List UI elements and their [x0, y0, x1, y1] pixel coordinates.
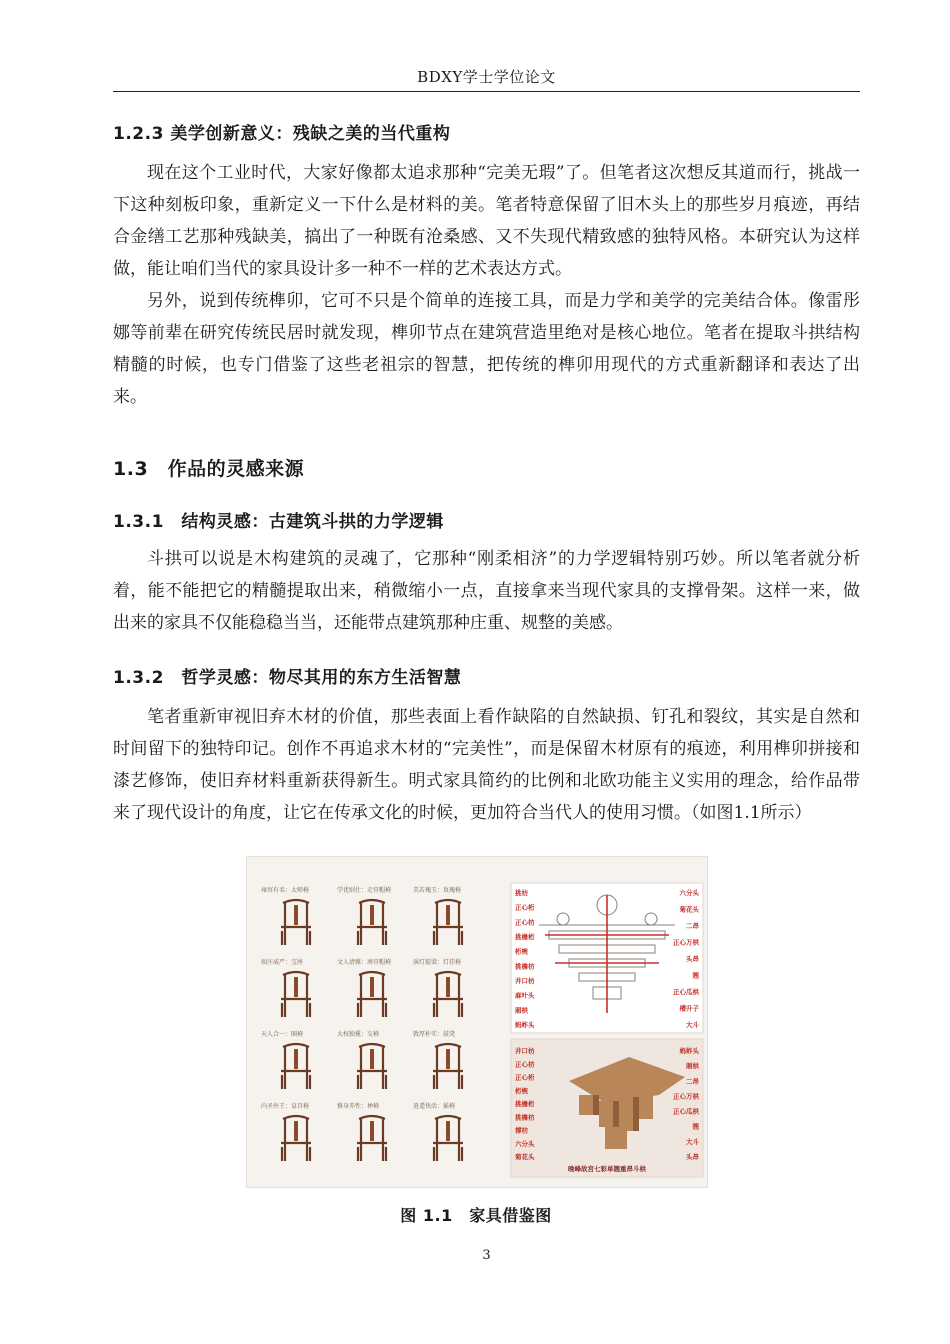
chair-caption: 内圣外王：皇宫椅 [261, 1103, 310, 1110]
dougong-diagrams [509, 881, 705, 1181]
chair-item [413, 1101, 483, 1169]
furniture-reference-figure [246, 856, 708, 1188]
chair-item [337, 1101, 407, 1169]
dougong-label: 头昂 [686, 1153, 699, 1161]
chair-caption: 天人合一：圈椅 [261, 1031, 304, 1038]
dougong-label: 大斗 [686, 1137, 699, 1146]
chair-icon [337, 1111, 407, 1169]
running-header: BDXY学士学位论文 [417, 68, 556, 86]
chair-item [413, 885, 483, 953]
dougong-label: 挑檐桁 [515, 933, 535, 941]
chair-icon [337, 967, 407, 1025]
dougong-label: 蚂蚱头 [515, 1021, 535, 1029]
chair-item [413, 1029, 483, 1097]
dougong-label: 挑檐枋 [515, 1113, 535, 1122]
heading-1-2-3: 1.2.3 美学创新意义：残缺之美的当代重构 [113, 124, 451, 144]
dougong-label: 挑枋 [515, 889, 528, 897]
dougong-label: 菊花头 [515, 1153, 535, 1161]
chair-caption: 雍容有名：太师椅 [261, 887, 310, 894]
chair-icon [261, 1039, 331, 1097]
chair-item [413, 957, 483, 1025]
dougong-label: 厢栱 [686, 1062, 699, 1071]
header-rule [113, 91, 860, 92]
dougong-label: 挑檐枋 [515, 962, 535, 971]
chair-item [261, 1101, 331, 1169]
chair-icon [413, 967, 483, 1025]
dougong-label: 翘 [692, 971, 699, 980]
dougong-label: 二昂 [686, 1077, 699, 1086]
dougong-label: 六分头 [515, 1139, 535, 1148]
chair-caption: 端庄威严：宝座 [261, 959, 304, 966]
heading-1-3: 1.3 作品的灵感来源 [113, 458, 305, 480]
chair-item [261, 957, 331, 1025]
chair-item [261, 885, 331, 953]
chair-item [337, 1029, 407, 1097]
dougong-label: 井口枋 [515, 977, 535, 985]
chair-item [337, 885, 407, 953]
paragraph-1-3-2: 笔者重新审视旧弃木材的价值，那些表面上看作缺陷的自然缺损、钉孔和裂纹，其实是自然和时间留下的独特印记。创作不再追求木材的“完美性”，而是保留木材原有的痕迹，利用榫卯拼接和漆艺修饰，使旧弃材料重新获得新生。明式家具简约的比例和北欧功能主义实用的理念，给作品带来了现代设计的角度，让它在传承文化的时候，更加符合当代人的使用习惯。（如图1.1所示） [113, 707, 860, 823]
chair-icon [337, 895, 407, 953]
dougong-label: 翘 [692, 1122, 699, 1131]
dougong-label: 厢栱 [515, 1006, 528, 1015]
page-number: 3 [482, 1248, 491, 1263]
paragraph-1-3-1: 斗拱可以说是木构建筑的灵魂了，它那种“刚柔相济”的力学逻辑特别巧妙。所以笔者就分析着，能不能把它的精髓提取出来，稍微缩小一点，直接拿来当现代家具的支撑骨架。这样一来，做出来的家具不仅能稳稳当当，还能带点建筑那种庄重、规整的美感。 [113, 549, 860, 633]
dougong-label: 挑檐桁 [515, 1100, 535, 1108]
chair-caption: 文人清雅：南官帽椅 [337, 959, 392, 966]
dougong-label: 桁椀 [515, 1086, 528, 1095]
dougong-label: 正心桁 [515, 903, 535, 912]
dougong-label: 正心枋 [515, 1060, 535, 1069]
dougong-label: 撑枋 [515, 1126, 528, 1135]
paragraph-1-2-3-a: 现在这个工业时代，大家好像都太追求那种“完美无瑕”了。但笔者这次想反其道而行，挑战一下这种刻板印象，重新定义一下什么是材料的美。笔者特意保留了旧木头上的那些岁月痕迹，再结合金缮工艺那种残缺美，搞出了一种既有沧桑感、又不失现代精致感的独特风格。本研究认为这样做，能让咱们当代的家具设计多一种不一样的艺术表达方式。 [113, 163, 860, 279]
chair-icon [261, 1111, 331, 1169]
dougong-label: 蚂蚱头 [679, 1047, 699, 1055]
chair-icon [413, 1039, 483, 1097]
chair-icon [413, 1111, 483, 1169]
dougong-label: 正心万栱 [673, 938, 699, 947]
chair-caption: 修身养性：禅椅 [337, 1103, 380, 1110]
chair-caption: 敦厚朴实：鼓凳 [413, 1031, 456, 1038]
dougong-label: 麻叶头 [515, 991, 535, 1000]
dougong-label: 槽升子 [679, 1004, 699, 1013]
dougong-label: 二昂 [686, 922, 699, 930]
dougong-label: 井口枋 [515, 1047, 535, 1055]
chair-caption: 大权独揽：交椅 [337, 1031, 380, 1038]
dougong-label: 菊花头 [679, 905, 699, 914]
dougong-label: 正心万栱 [673, 1092, 699, 1101]
dougong-label: 桁椀 [515, 947, 528, 956]
chair-caption: 美若瑰玉：玫瑰椅 [413, 887, 462, 894]
dougong-label: 头昂 [686, 955, 699, 963]
chair-grid [261, 885, 491, 1175]
chair-caption: 学优则仕：走官帽椅 [337, 887, 392, 894]
dougong-label: 正心瓜栱 [673, 1107, 699, 1116]
dougong-label: 大斗 [686, 1021, 699, 1029]
chair-caption: 演灯提梁：灯挂椅 [413, 959, 462, 966]
figure-caption: 图 1.1 家具借鉴图 [400, 1206, 552, 1225]
dougong-label: 正心枋 [515, 918, 535, 927]
dougong-label: 正心瓜栱 [673, 988, 699, 996]
chair-caption: 逍遥快活：摇椅 [413, 1103, 456, 1110]
dougong-label: 六分头 [679, 889, 699, 897]
chair-item [337, 957, 407, 1025]
chair-item [261, 1029, 331, 1097]
chair-icon [261, 895, 331, 953]
paragraph-1-2-3-b: 另外，说到传统榫卯，它可不只是个简单的连接工具，而是力学和美学的完美结合体。像雷彤娜等前辈在研究传统民居时就发现，榫卯节点在建筑营造里绝对是核心地位。笔者在提取斗拱结构精髓的时候，也专门借鉴了这些老祖宗的智慧，把传统的榫卯用现代的方式重新翻译和表达了出来。 [113, 291, 860, 407]
dougong-label: 正心桁 [515, 1073, 535, 1082]
heading-1-3-2: 1.3.2 哲学灵感：物尽其用的东方生活智慧 [113, 668, 462, 688]
chair-icon [261, 967, 331, 1025]
chair-icon [337, 1039, 407, 1097]
heading-1-3-1: 1.3.1 结构灵感：古建筑斗拱的力学逻辑 [113, 512, 444, 532]
chair-icon [413, 895, 483, 953]
dougong-model-title: 晚峰故宫七彩单翘重昂斗栱 [568, 1165, 646, 1173]
